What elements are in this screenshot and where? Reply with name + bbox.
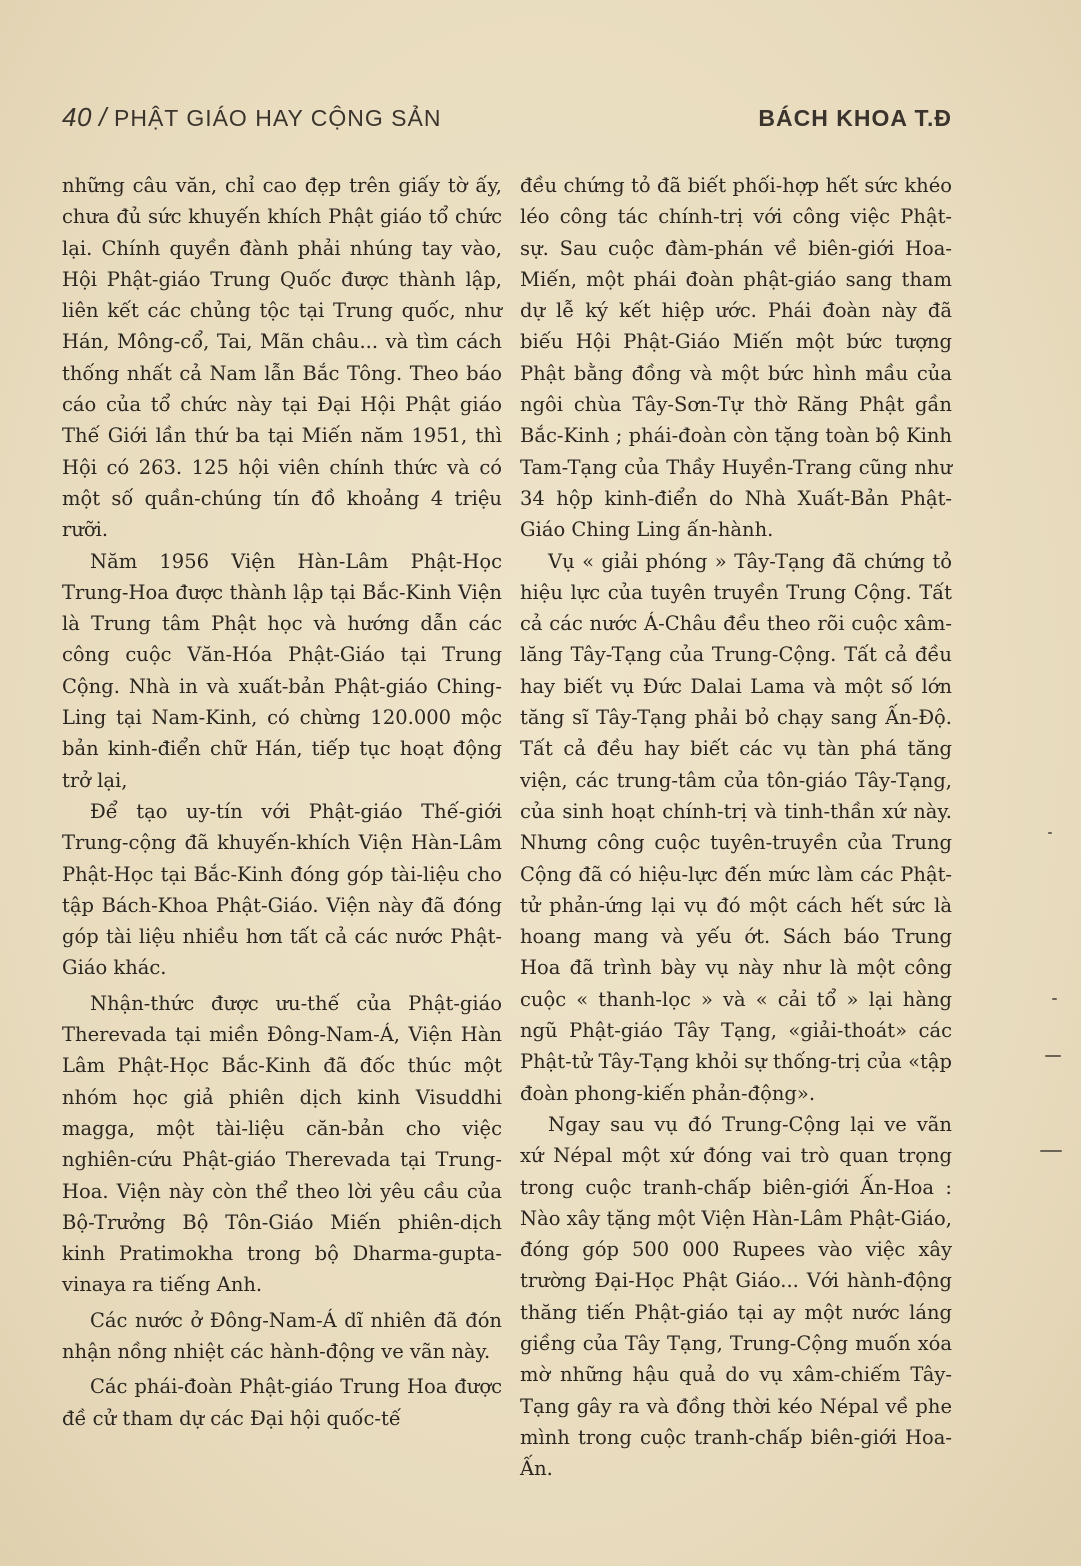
running-title: PHẬT GIÁO HAY CỘNG SẢN [114,105,442,131]
paragraph: Các phái-đoàn Phật-giáo Trung Hoa được đề cử tham dự các Đại hội quốc-tế [62,1375,502,1430]
header-left [62,102,441,133]
paper-speck [1045,1055,1061,1057]
paper-speck [1048,832,1052,834]
paragraph: Năm 1956 Viện Hàn-Lâm Phật-Học Trung-Hoa được thành lập tại Bắc-Kinh Viện là Trung tâm Phật học và hướng dẫn các công cuộc Văn-Hóa Phật-Giáo tại Trung Cộng. Nhà in và xuất-bản Phật-giáo Ching-Ling tại Nam-Kinh, có chừng 120.000 mộc bản kinh-điển chữ Hán, tiếp tục hoạt động trở lại, [62,549,502,792]
paragraph: Nhận-thức được ưu-thế của Phật-giáo Therevada tại miền Đông-Nam-Á, Viện Hàn Lâm Phật-Học Bắc-Kinh đã đốc thúc một nhóm học giả phiên dịch kinh Visuddhi magga, một tài-liệu căn-bản cho việc nghiên-cứu Phật-giáo Therevada tại Trung-Hoa. Viện này còn thể theo lời yêu cầu của Bộ-Trưởng Bộ Tôn-Giáo Miến phiên-dịch kinh Pratimokha trong bộ Dharma-gupta-vinaya ra tiếng Anh. [62,991,502,1297]
paragraph: đều chứng tỏ đã biết phối-hợp hết sức khéo léo công tác chính-trị với công việc Phật-sự. Sau cuộc đàm-phán về biên-giới Hoa-Miến, một phái đoàn phật-giáo sang tham dự lễ ký kết hiệp ước. Phái đoàn này đã biếu Hội Phật-Giáo Miến một bức tượng Phật bằng đồng và một bức hình mầu của ngôi chùa Tây-Sơn-Tự thờ Răng Phật gần Bắc-Kinh ; phái-đoàn còn tặng toàn bộ Kinh Tam-Tạng của Thầy Huyền-Trang cũng như 34 hộp kinh-điển do Nhà Xuất-Bản Phật-Giáo Ching Ling ấn-hành. [520,174,952,542]
left-column [62,170,502,1434]
right-column [520,170,952,1484]
header-separator: / [99,102,107,132]
paragraph: Vụ « giải phóng » Tây-Tạng đã chứng tỏ hiệu lực của tuyên truyền Trung Cộng. Tất cả các nước Á-Châu đều theo rõi cuộc xâm-lăng Tây-Tạng của Trung-Cộng. Tất cả đều hay biết vụ Đức Dalai Lama và một số lớn tăng sĩ Tây-Tạng phải bỏ chạy sang Ấn-Độ. Tất cả đều hay biết các vụ tàn phá tăng viện, các trung-tâm của tôn-giáo Tây-Tạng, của sinh hoạt chính-trị và tinh-thần xứ này. Nhưng công cuộc tuyên-truyền của Trung Cộng đã có hiệu-lực đến mức làm các Phật-tử phản-ứng lại vụ đó một cách hết sức là hoang mang và yếu ớt. Sách báo Trung Hoa đã trình bày vụ này như là một công cuộc « thanh-lọc » và « cải tổ » lại hàng ngũ Phật-giáo Tây Tạng, «giải-thoát» các Phật-tử Tây-Tạng khỏi sự thống-trị của «tập đoàn phong-kiến phản-động». [520,549,952,1105]
paragraph: những câu văn, chỉ cao đẹp trên giấy tờ ấy, chưa đủ sức khuyến khích Phật giáo tổ chức lại. Chính quyền đành phải nhúng tay vào, Hội Phật-giáo Trung Quốc được thành lập, liên kết các chủng tộc tại Trung quốc, như Hán, Mông-cổ, Tai, Mãn châu... và tìm cách thống nhất cả Nam lẫn Bắc Tông. Theo báo cáo của tổ chức này tại Đại Hội Phật giáo Thế Giới lần thứ ba tại Miến năm 1951, thì Hội có 263. 125 hội viên chính thức và có một số quần-chúng tín đồ khoảng 4 triệu rưỡi. [62,174,502,542]
paragraph: Ngay sau vụ đó Trung-Cộng lại ve vãn xứ Népal một xứ đóng vai trò quan trọng trong cuộc tranh-chấp biên-giới Ấn-Hoa : Nào xây tặng một Viện Hàn-Lâm Phật-Giáo, đóng góp 500 000 Rupees vào việc xây trường Đại-Học Phật Giáo... Với hành-động thăng tiến Phật-giáo tại ay một nước láng giềng của Tây Tạng, Trung-Cộng muốn xóa mờ những hậu quả do vụ xâm-chiếm Tây-Tạng gây ra và đồng thời kéo Népal về phe mình trong cuộc tranh-chấp biên-giới Hoa-Ấn. [520,1112,952,1481]
journal-title: BÁCH KHOA T.Đ [758,105,952,131]
page-header [62,102,952,142]
paper-speck [1052,998,1057,1000]
paragraph: Để tạo uy-tín với Phật-giáo Thế-giới Trung-cộng đã khuyến-khích Viện Hàn-Lâm Phật-Học tại Bắc-Kinh đóng góp tài-liệu cho tập Bách-Khoa Phật-Giáo. Viện này đã đóng góp tài liệu nhiều hơn tất cả các nước Phật-Giáo khác. [62,799,502,980]
paper-speck [1040,1150,1062,1152]
page-number: 40 [62,102,92,132]
paragraph: Các nước ở Đông-Nam-Á dĩ nhiên đã đón nhận nồng nhiệt các hành-động ve vãn này. [62,1308,502,1363]
